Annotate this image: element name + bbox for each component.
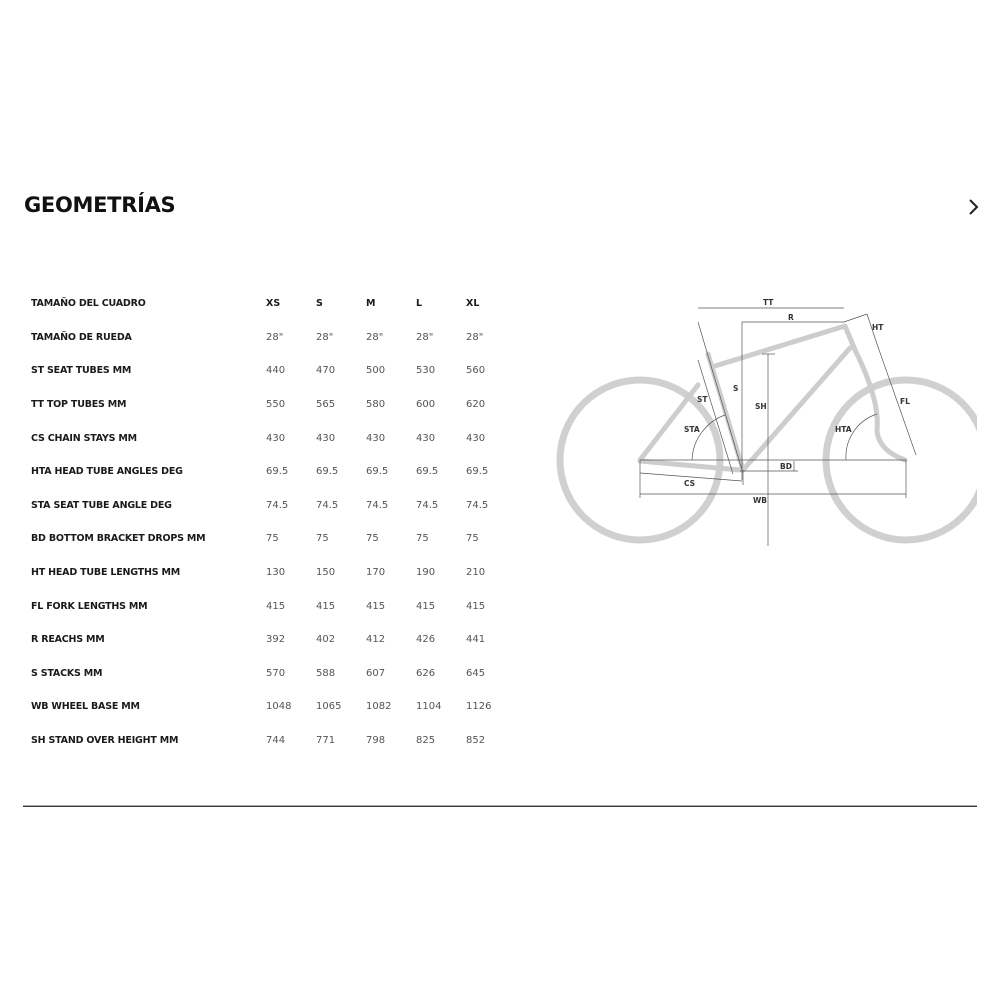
cell-s: 402 bbox=[316, 634, 336, 646]
cell-l: 75 bbox=[416, 533, 429, 545]
geometry-table bbox=[31, 287, 516, 757]
cell-s: 75 bbox=[316, 533, 329, 545]
table-row bbox=[31, 489, 516, 523]
cell-s: 588 bbox=[316, 667, 336, 679]
table-row bbox=[31, 690, 516, 724]
page-title: GEOMETRÍAS bbox=[24, 193, 176, 217]
section-divider bbox=[23, 805, 977, 807]
row-label: TAMAÑO DE RUEDA bbox=[31, 331, 132, 343]
cell-xl: 415 bbox=[466, 600, 486, 612]
label-s: S bbox=[733, 384, 739, 393]
cell-s: 565 bbox=[316, 399, 336, 411]
table-row bbox=[31, 388, 516, 422]
cell-xs: 130 bbox=[266, 567, 286, 579]
cell-s: 771 bbox=[316, 735, 336, 747]
row-label: STA SEAT TUBE ANGLE DEG bbox=[31, 499, 172, 511]
table-row bbox=[31, 321, 516, 355]
cell-s: 1065 bbox=[316, 701, 342, 713]
cell-s: 28" bbox=[316, 331, 334, 343]
label-hta: HTA bbox=[835, 425, 852, 434]
cell-xl: 69.5 bbox=[466, 466, 489, 478]
cell-m: 412 bbox=[366, 634, 386, 646]
header-size-m: M bbox=[366, 298, 376, 310]
label-st: ST bbox=[697, 395, 708, 404]
row-label: S STACKS MM bbox=[31, 667, 103, 679]
cell-m: 430 bbox=[366, 432, 386, 444]
table-row bbox=[31, 657, 516, 691]
label-sh: SH bbox=[755, 402, 767, 411]
chevron-right-icon[interactable] bbox=[967, 196, 981, 218]
cell-xs: 75 bbox=[266, 533, 279, 545]
cell-xs: 28" bbox=[266, 331, 284, 343]
cell-s: 74.5 bbox=[316, 499, 339, 511]
cell-s: 69.5 bbox=[316, 466, 339, 478]
table-row bbox=[31, 724, 516, 758]
label-tt: TT bbox=[763, 298, 774, 307]
cell-xs: 74.5 bbox=[266, 499, 289, 511]
cell-m: 415 bbox=[366, 600, 386, 612]
cell-m: 170 bbox=[366, 567, 386, 579]
cell-xs: 415 bbox=[266, 600, 286, 612]
cell-m: 75 bbox=[366, 533, 379, 545]
cell-l: 1104 bbox=[416, 701, 442, 713]
table-row bbox=[31, 354, 516, 388]
table-row bbox=[31, 623, 516, 657]
header-size-xl: XL bbox=[466, 298, 480, 310]
cell-xl: 28" bbox=[466, 331, 484, 343]
row-label: CS CHAIN STAYS MM bbox=[31, 432, 137, 444]
header-frame-size: TAMAÑO DEL CUADRO bbox=[31, 298, 146, 310]
label-sta: STA bbox=[684, 425, 700, 434]
cell-xl: 441 bbox=[466, 634, 486, 646]
cell-l: 825 bbox=[416, 735, 436, 747]
table-row bbox=[31, 455, 516, 489]
row-label: BD BOTTOM BRACKET DROPS MM bbox=[31, 533, 206, 545]
label-wb: WB bbox=[753, 496, 767, 505]
row-label: FL FORK LENGTHS MM bbox=[31, 600, 148, 612]
cell-s: 430 bbox=[316, 432, 336, 444]
cell-l: 74.5 bbox=[416, 499, 439, 511]
cell-xs: 392 bbox=[266, 634, 286, 646]
cell-s: 415 bbox=[316, 600, 336, 612]
cell-xl: 430 bbox=[466, 432, 486, 444]
cell-l: 600 bbox=[416, 399, 436, 411]
cell-l: 430 bbox=[416, 432, 436, 444]
cell-xs: 440 bbox=[266, 365, 286, 377]
cell-xl: 210 bbox=[466, 567, 486, 579]
row-label: WB WHEEL BASE MM bbox=[31, 701, 140, 713]
bike-geometry-diagram bbox=[550, 280, 1000, 560]
cell-xl: 645 bbox=[466, 667, 486, 679]
header-size-s: S bbox=[316, 298, 323, 310]
cell-l: 415 bbox=[416, 600, 436, 612]
cell-l: 426 bbox=[416, 634, 436, 646]
cell-l: 28" bbox=[416, 331, 434, 343]
cell-m: 74.5 bbox=[366, 499, 389, 511]
cell-l: 530 bbox=[416, 365, 436, 377]
table-row bbox=[31, 556, 516, 590]
row-label: HT HEAD TUBE LENGTHS MM bbox=[31, 567, 180, 579]
row-label: R REACHS MM bbox=[31, 634, 105, 646]
cell-m: 580 bbox=[366, 399, 386, 411]
cell-xs: 744 bbox=[266, 735, 286, 747]
cell-xl: 75 bbox=[466, 533, 479, 545]
row-label: ST SEAT TUBES MM bbox=[31, 365, 132, 377]
row-label: TT TOP TUBES MM bbox=[31, 399, 127, 411]
header-size-l: L bbox=[416, 298, 423, 310]
cell-xs: 69.5 bbox=[266, 466, 289, 478]
cell-m: 69.5 bbox=[366, 466, 389, 478]
cell-xs: 1048 bbox=[266, 701, 292, 713]
cell-xs: 550 bbox=[266, 399, 286, 411]
cell-xl: 560 bbox=[466, 365, 486, 377]
cell-m: 1082 bbox=[366, 701, 392, 713]
cell-xl: 852 bbox=[466, 735, 486, 747]
cell-s: 470 bbox=[316, 365, 336, 377]
row-label: SH STAND OVER HEIGHT MM bbox=[31, 735, 179, 747]
cell-xl: 620 bbox=[466, 399, 486, 411]
cell-xs: 430 bbox=[266, 432, 286, 444]
cell-s: 150 bbox=[316, 567, 336, 579]
cell-m: 500 bbox=[366, 365, 386, 377]
label-fl: FL bbox=[900, 397, 910, 406]
label-r: R bbox=[788, 313, 794, 322]
cell-l: 626 bbox=[416, 667, 436, 679]
table-row bbox=[31, 522, 516, 556]
cell-xl: 74.5 bbox=[466, 499, 489, 511]
header-size-xs: XS bbox=[266, 298, 281, 310]
cell-xs: 570 bbox=[266, 667, 286, 679]
cell-l: 69.5 bbox=[416, 466, 439, 478]
label-bd: BD bbox=[780, 462, 792, 471]
cell-m: 28" bbox=[366, 331, 384, 343]
table-header-row bbox=[31, 287, 516, 321]
cell-l: 190 bbox=[416, 567, 436, 579]
label-cs: CS bbox=[684, 479, 696, 488]
label-ht: HT bbox=[872, 323, 884, 332]
row-label: HTA HEAD TUBE ANGLES DEG bbox=[31, 466, 183, 478]
table-row bbox=[31, 589, 516, 623]
cell-m: 607 bbox=[366, 667, 386, 679]
cell-m: 798 bbox=[366, 735, 386, 747]
bike-frame bbox=[640, 326, 905, 470]
table-row bbox=[31, 421, 516, 455]
cell-xl: 1126 bbox=[466, 701, 492, 713]
